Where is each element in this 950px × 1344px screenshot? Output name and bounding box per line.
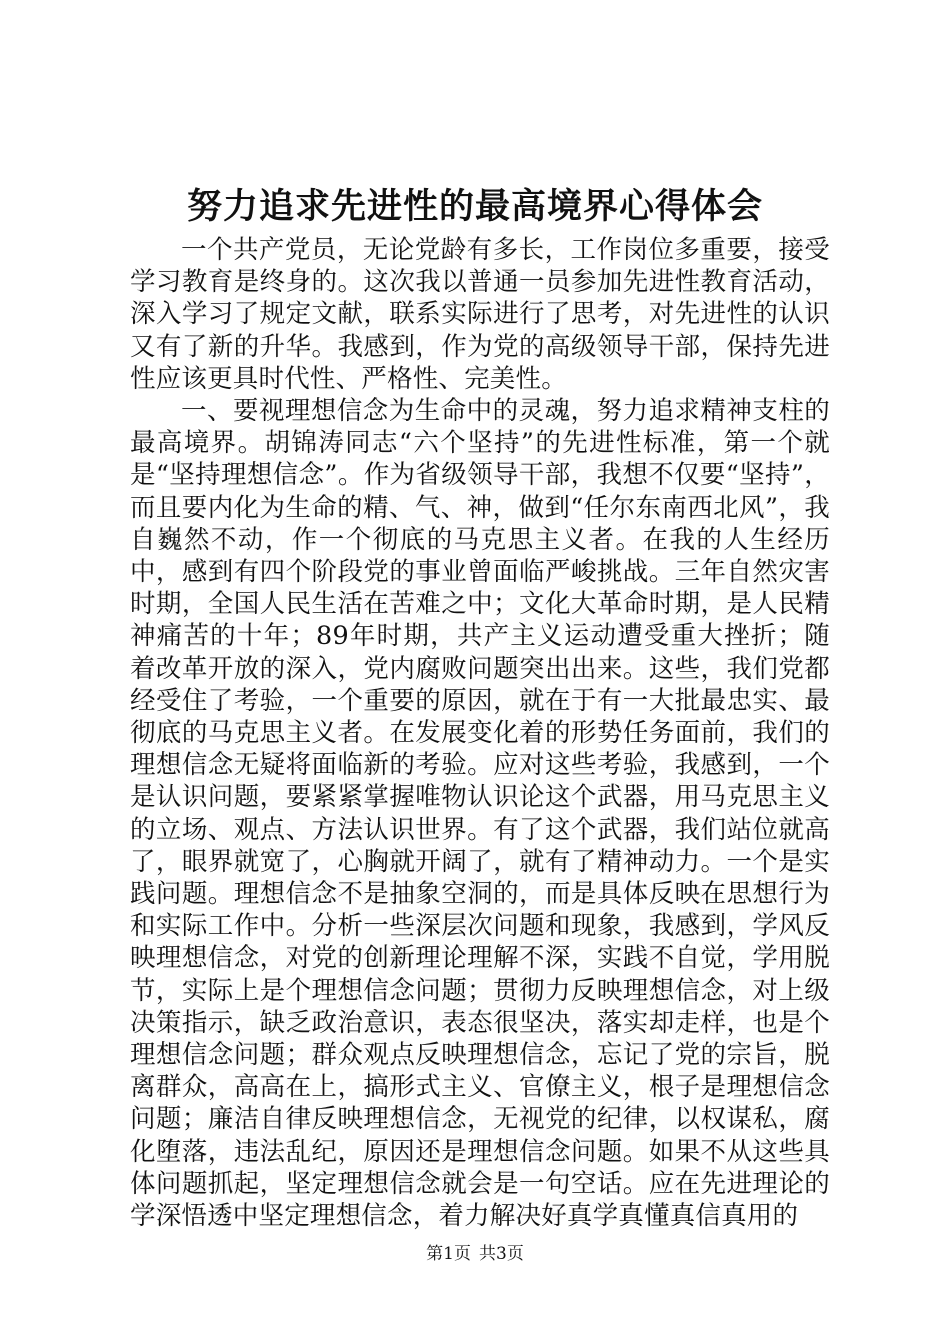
page-footer [0,1242,950,1266]
document-body [130,234,830,1232]
paragraph-intro: 一个共产党员，无论党龄有多长，工作岗位多重要，接受学习教育是终身的。这次我以普通一员参加先进性教育活动，深入学习了规定文献，联系实际进行了思考，对先进性的认识又有了新的升华。我感到，作为党的高级领导干部，保持先进性应该更具时代性、严格性、完美性。 [130,235,830,394]
document-title: 努力追求先进性的最高境界心得体会 [186,187,763,227]
page-number: 第1页 [426,1244,471,1264]
paragraph-section-one: 一、要视理想信念为生命中的灵魂，努力追求精神支柱的最高境界。胡锦涛同志“六个坚持”的先进性标准，第一个就是“坚持理想信念”。作为省级领导干部，我想不仅要“坚持”，而且要内化为生命的精、气、神，做到“任尔东南西北风”，我自巍然不动，作一个彻底的马克思主义者。在我的人生经历中，感到有四个阶段党的事业曾面临严峻挑战。三年自然灾害时期，全国人民生活在苦难之中；文化大革命时期，是人民精神痛苦的十年；89年时期，共产主义运动遭受重大挫折；随着改革开放的深入，党内腐败问题突出出来。这些，我们党都经受住了考验，一个重要的原因，就在于有一大批最忠实、最彻底的马克思主义者。在发展变化着的形势任务面前，我们的理想信念无疑将面临新的考验。应对这些考验，我感到，一个是认识问题，要紧紧掌握唯物认识论这个武器，用马克思主义的立场、观点、方法认识世界。有了这个武器，我们站位就高了，眼界就宽了，心胸就开阔了，就有了精神动力。一个是实践问题。理想信念不是抽象空洞的，而是具体反映在思想行为和实际工作中。分析一些深层次问题和现象，我感到，学风反映理想信念，对党的创新理论理解不深，实践不自觉，学用脱节，实际上是个理想信念问题；贯彻力反映理想信念，对上级决策指示，缺乏政治意识，表态很坚决，落实却走样，也是个理想信念问题；群众观点反映理想信念，忘记了党的宗旨，脱离群众，高高在上，搞形式主义、官僚主义，根子是理想信念问题；廉洁自律反映理想信念，无视党的纪律，以权谋私，腐化堕落，违法乱纪，原因还是理想信念问题。如果不从这些具体问题抓起，坚定理想信念就会是一句空话。应在先进理论的学深悟透中坚定理想信念，着力解决好真学真懂真信真用的 [130,396,830,1232]
page-total: 共3页 [479,1244,524,1264]
